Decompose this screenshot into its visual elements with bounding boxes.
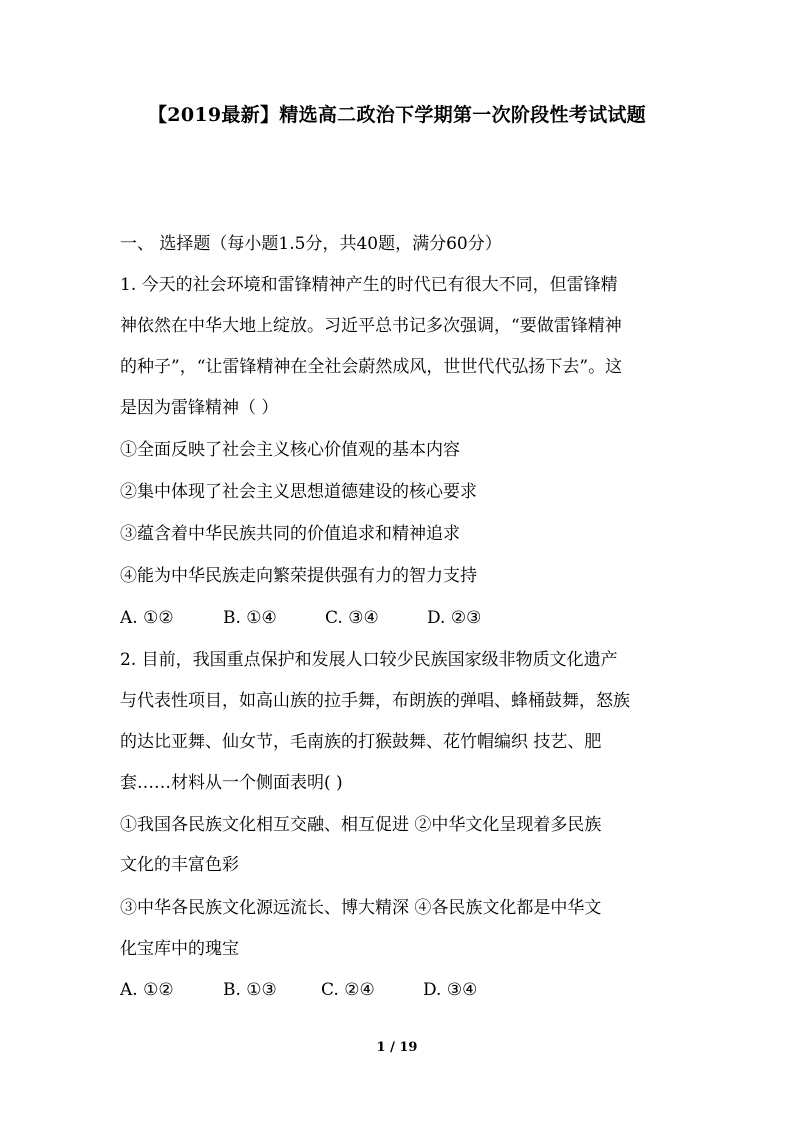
- q1-stem-line-2: 神依然在中华大地上绽放。习近平总书记多次强调，“要做雷锋精神: [120, 316, 622, 336]
- q2-stem-line-4: 套……材料从一个侧面表明( ): [120, 773, 343, 793]
- document-title: 【2019最新】精选高二政治下学期第一次阶段性考试试题: [148, 104, 646, 126]
- q1-option-3: ③蕴含着中华民族共同的价值追求和精神追求: [120, 524, 460, 544]
- q1-answer-d: D. ②③: [427, 608, 482, 628]
- q1-answer-a: A. ①②: [120, 608, 174, 628]
- q2-answer-choices: [120, 978, 477, 1002]
- q2-option-line-3: ③中华各民族文化源远流长、博大精深 ④各民族文化都是中华文: [120, 898, 602, 918]
- q2-stem-line-1: 2. 目前，我国重点保护和发展人口较少民族国家级非物质文化遗产: [120, 650, 618, 670]
- q1-stem-line-1: 1. 今天的社会环境和雷锋精神产生的时代已有很大不同，但雷锋精: [120, 275, 618, 295]
- q1-answer-b: B. ①④: [223, 608, 277, 628]
- q2-option-line-4: 化宝库中的瑰宝: [120, 939, 239, 959]
- q1-option-1: ①全面反映了社会主义核心价值观的基本内容: [120, 440, 460, 460]
- q2-stem-line-2: 与代表性项目，如高山族的拉手舞，布朗族的弹唱、蜂桶鼓舞，怒族: [120, 691, 630, 711]
- q1-answer-choices: [120, 606, 481, 630]
- q2-answer-b: B. ①③: [223, 980, 277, 1000]
- q2-answer-a: A. ①②: [120, 980, 174, 1000]
- q2-option-line-2: 文化的丰富色彩: [120, 855, 239, 875]
- page-number: 1 / 19: [376, 1040, 418, 1055]
- q1-stem-line-3: 的种子”，“让雷锋精神在全社会蔚然成风，世世代代弘扬下去”。这: [120, 357, 623, 377]
- q1-option-4: ④能为中华民族走向繁荣提供强有力的智力支持: [120, 566, 477, 586]
- q2-option-line-1: ①我国各民族文化相互交融、相互促进 ②中华文化呈现着多民族: [120, 815, 602, 835]
- q1-option-2: ②集中体现了社会主义思想道德建设的核心要求: [120, 482, 477, 502]
- q2-answer-c: C. ②④: [321, 980, 375, 1000]
- q1-stem-line-4: 是因为雷锋精神（ ）: [120, 398, 279, 418]
- q2-stem-line-3: 的达比亚舞、仙女节，毛南族的打猴鼓舞、花竹帽编织 技艺、肥: [120, 732, 602, 752]
- q1-answer-c: C. ③④: [325, 608, 379, 628]
- q2-answer-d: D. ③④: [423, 980, 478, 1000]
- section-heading: 一、 选择题（每小题1.5分，共40题，满分60分）: [120, 234, 502, 254]
